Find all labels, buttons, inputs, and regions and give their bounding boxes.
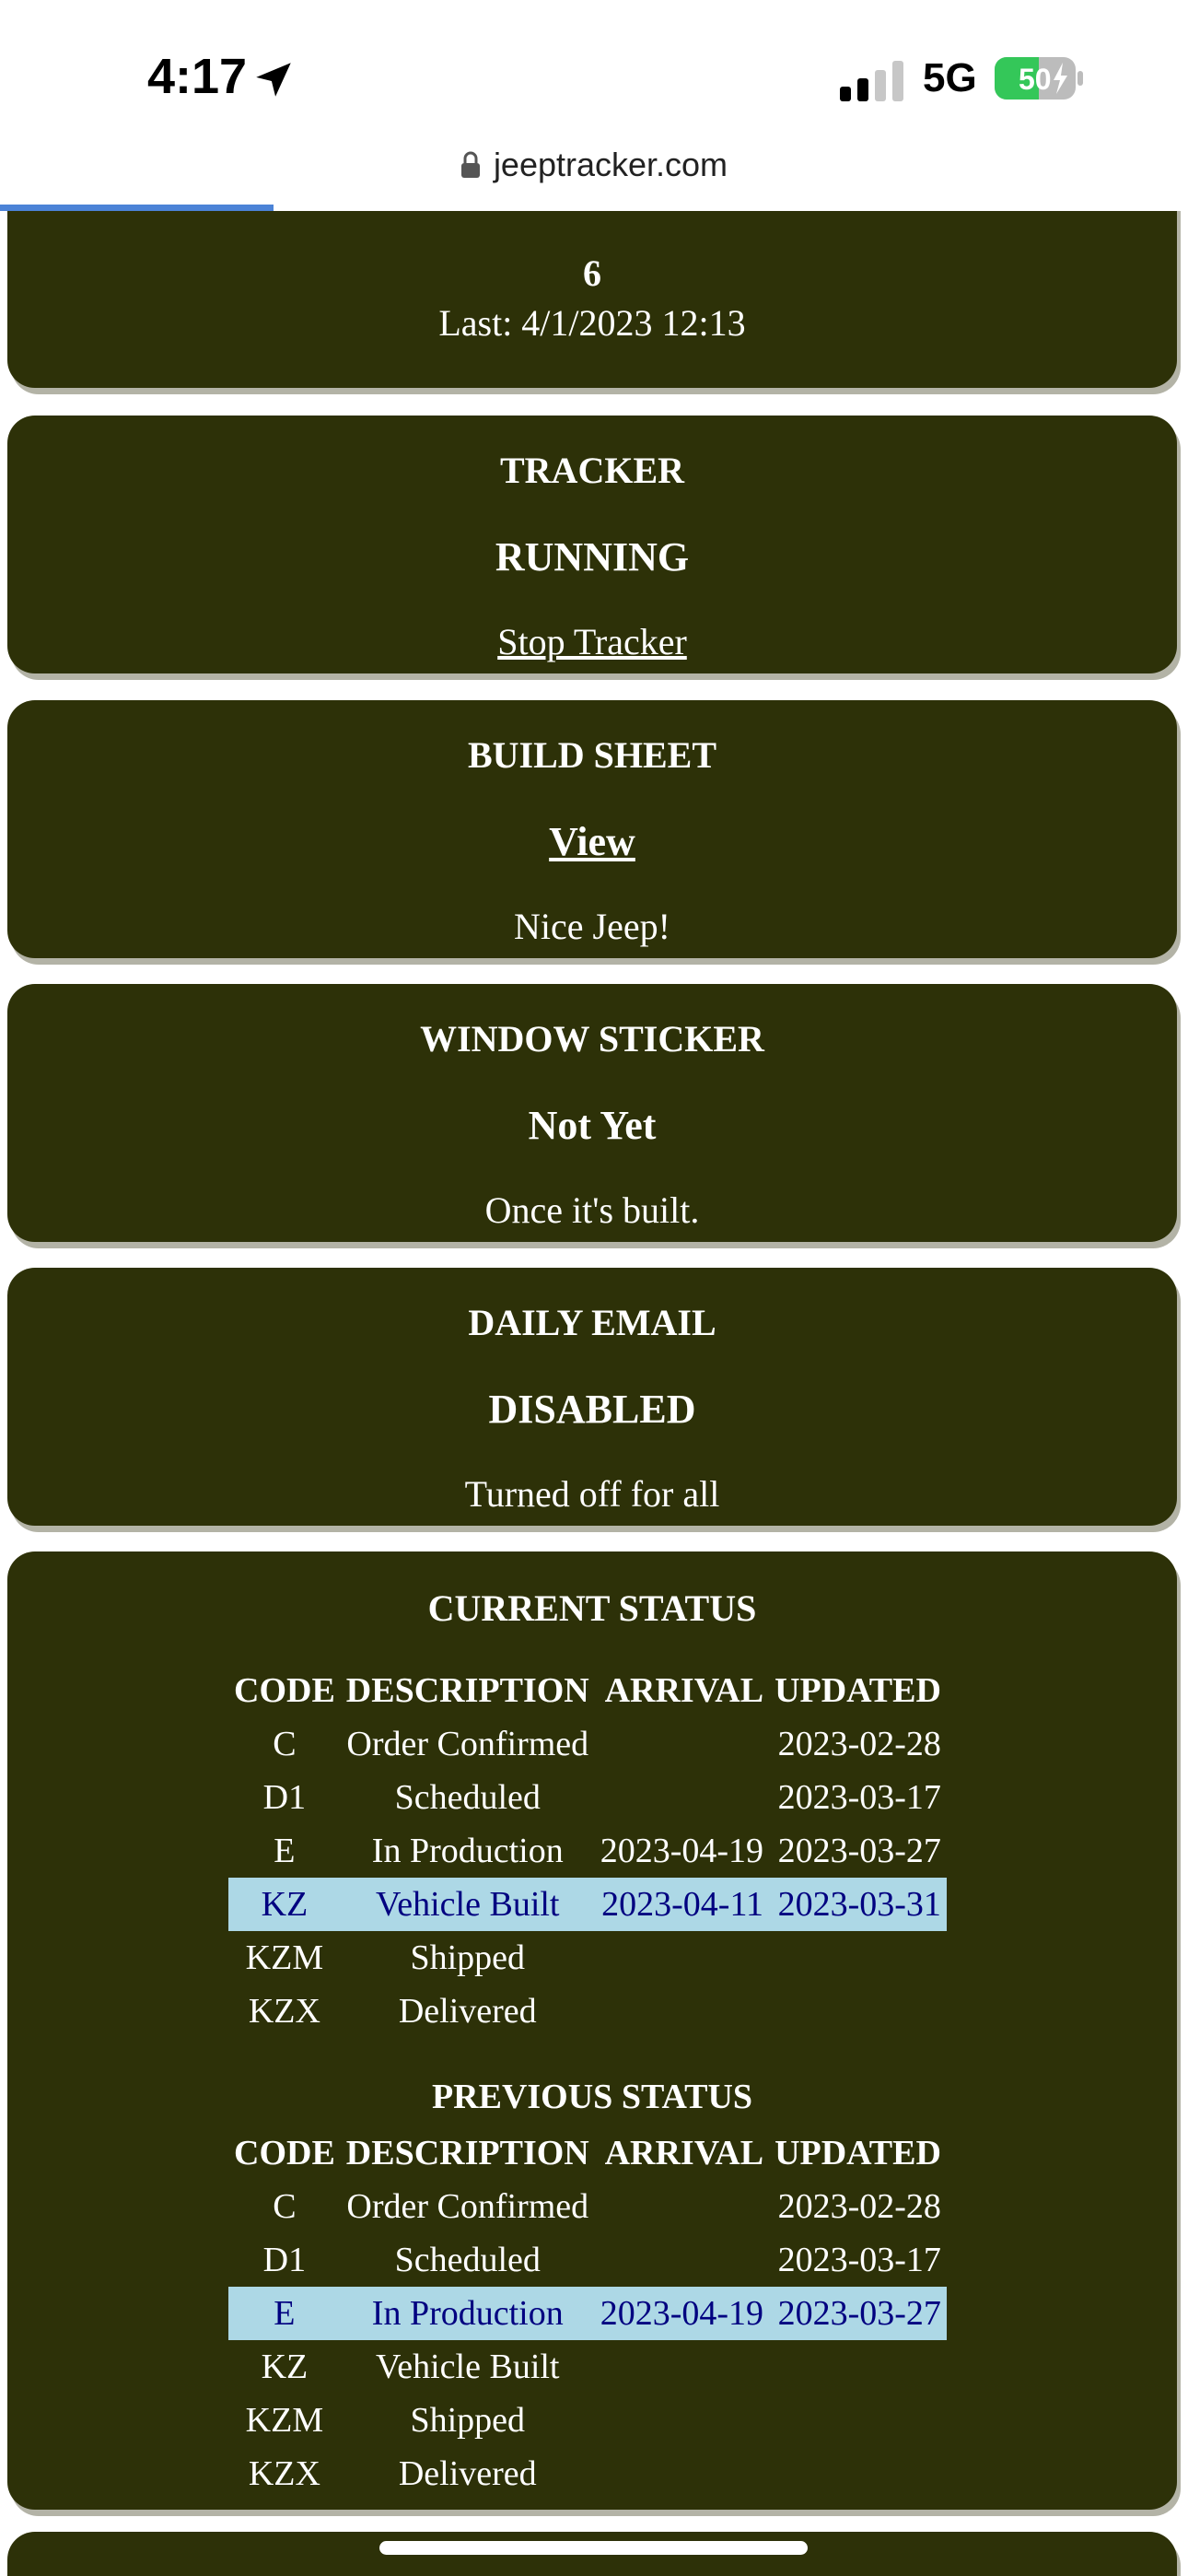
page-load-progress [0, 205, 1188, 211]
arrival-cell [595, 1985, 769, 2038]
window-sticker-title: WINDOW STICKER [420, 1018, 764, 1060]
build-sheet-title: BUILD SHEET [467, 734, 717, 776]
current-status-table [228, 1664, 947, 2038]
table-header-row [228, 2126, 947, 2180]
current-status-title: CURRENT STATUS [427, 1587, 757, 1629]
window-sticker-card [7, 984, 1177, 1242]
column-header-updated: UPDATED [775, 2134, 941, 2172]
updated-cell: 2023-03-27 [769, 2287, 947, 2340]
arrival-cell: 2023-04-11 [595, 1878, 769, 1931]
description-cell: In Production [341, 2287, 595, 2340]
tracker-card [7, 416, 1177, 673]
description-cell: Vehicle Built [376, 2348, 560, 2386]
description-cell: In Production [371, 1832, 564, 1870]
order-count-value: 6 [583, 252, 601, 294]
status-bar [0, 0, 1188, 147]
cellular-signal-icon [840, 61, 904, 101]
arrival-cell [595, 2340, 769, 2394]
updated-cell: 2023-02-28 [777, 2187, 941, 2226]
page-load-progress-fill [0, 205, 274, 211]
arrival-cell: 2023-04-19 [600, 1832, 764, 1870]
home-indicator[interactable] [379, 2541, 808, 2555]
column-header-code: CODE [234, 1671, 335, 1710]
code-cell: KZ [228, 1878, 341, 1931]
code-cell: KZ [261, 2348, 309, 2386]
tracker-status: RUNNING [495, 534, 690, 580]
tracker-title: TRACKER [499, 450, 685, 491]
column-header-arrival: ARRIVAL [604, 1671, 764, 1710]
updated-cell [769, 2340, 947, 2394]
table-row [228, 1771, 947, 1824]
updated-cell [769, 2394, 947, 2447]
code-cell: C [273, 2187, 297, 2226]
description-cell: Scheduled [394, 2241, 541, 2279]
code-cell: E [274, 1832, 296, 1870]
column-header-code: CODE [234, 2134, 335, 2172]
arrival-cell [595, 2180, 769, 2233]
status-card [7, 1551, 1177, 2510]
description-cell: Delivered [398, 2454, 537, 2493]
location-arrow-icon [250, 57, 297, 103]
updated-cell: 2023-03-17 [777, 2241, 941, 2279]
column-header-description: DESCRIPTION [345, 1671, 589, 1710]
table-row [228, 2394, 947, 2447]
updated-cell [769, 2447, 947, 2500]
url-text: jeeptracker.com [493, 146, 728, 183]
table-row [228, 2340, 947, 2394]
network-type: 5G [923, 55, 977, 100]
address-bar[interactable] [0, 146, 1188, 206]
lock-icon [460, 151, 481, 179]
arrival-cell: 2023-04-19 [595, 2287, 769, 2340]
updated-cell: 2023-02-28 [777, 1725, 941, 1763]
table-row [228, 2180, 947, 2233]
battery-icon [995, 57, 1083, 100]
daily-email-note: Turned off for all [464, 1473, 720, 1515]
updated-cell [769, 1985, 947, 2038]
code-cell: KZM [245, 1938, 324, 1977]
arrival-cell [595, 1771, 769, 1824]
table-row [228, 1931, 947, 1985]
arrival-cell [595, 1931, 769, 1985]
code-cell: KZX [248, 2454, 320, 2493]
code-cell: E [228, 2287, 341, 2340]
description-cell: Scheduled [394, 1778, 541, 1817]
arrival-cell [595, 2394, 769, 2447]
previous-status-title: PREVIOUS STATUS [431, 2078, 753, 2116]
updated-cell: 2023-03-27 [777, 1832, 941, 1870]
table-row [228, 1717, 947, 1771]
table-row [228, 1824, 947, 1878]
view-build-sheet-link[interactable]: View [549, 819, 635, 864]
updated-cell: 2023-03-17 [777, 1778, 941, 1817]
updated-cell [769, 1931, 947, 1985]
table-row-previous-highlighted [228, 2287, 947, 2340]
order-count-card [7, 211, 1177, 388]
window-sticker-status: Not Yet [528, 1103, 657, 1148]
description-cell: Order Confirmed [346, 1725, 589, 1763]
description-cell: Shipped [410, 2401, 526, 2440]
build-sheet-note: Nice Jeep! [514, 906, 670, 947]
table-row-current-highlighted [228, 1878, 947, 1931]
column-header-arrival: ARRIVAL [604, 2134, 764, 2172]
table-header-row [228, 1664, 947, 1717]
arrival-cell [595, 2447, 769, 2500]
build-sheet-card [7, 700, 1177, 958]
code-cell: C [273, 1725, 297, 1763]
daily-email-status: DISABLED [488, 1387, 696, 1432]
arrival-cell [595, 1717, 769, 1771]
table-row [228, 1985, 947, 2038]
clock: 4:17 [147, 49, 248, 104]
page-content [0, 211, 1188, 2576]
code-cell: D1 [262, 2241, 307, 2279]
column-header-description: DESCRIPTION [345, 2134, 589, 2172]
description-cell: Vehicle Built [341, 1878, 595, 1931]
daily-email-title: DAILY EMAIL [468, 1302, 716, 1343]
code-cell: KZX [248, 1992, 320, 2031]
previous-status-table [228, 2126, 947, 2500]
description-cell: Shipped [410, 1938, 526, 1977]
column-header-updated: UPDATED [775, 1671, 941, 1710]
description-cell: Order Confirmed [346, 2187, 589, 2226]
code-cell: D1 [262, 1778, 307, 1817]
stop-tracker-link[interactable]: Stop Tracker [497, 621, 687, 662]
updated-cell: 2023-03-31 [769, 1878, 947, 1931]
window-sticker-note: Once it's built. [484, 1189, 700, 1231]
code-cell: KZM [245, 2401, 324, 2440]
arrival-cell [595, 2233, 769, 2287]
last-updated-text: Last: 4/1/2023 12:13 [438, 302, 746, 344]
daily-email-card [7, 1268, 1177, 1526]
table-row [228, 2233, 947, 2287]
description-cell: Delivered [398, 1992, 537, 2031]
table-row [228, 2447, 947, 2500]
battery-level: 50 [1019, 63, 1052, 96]
